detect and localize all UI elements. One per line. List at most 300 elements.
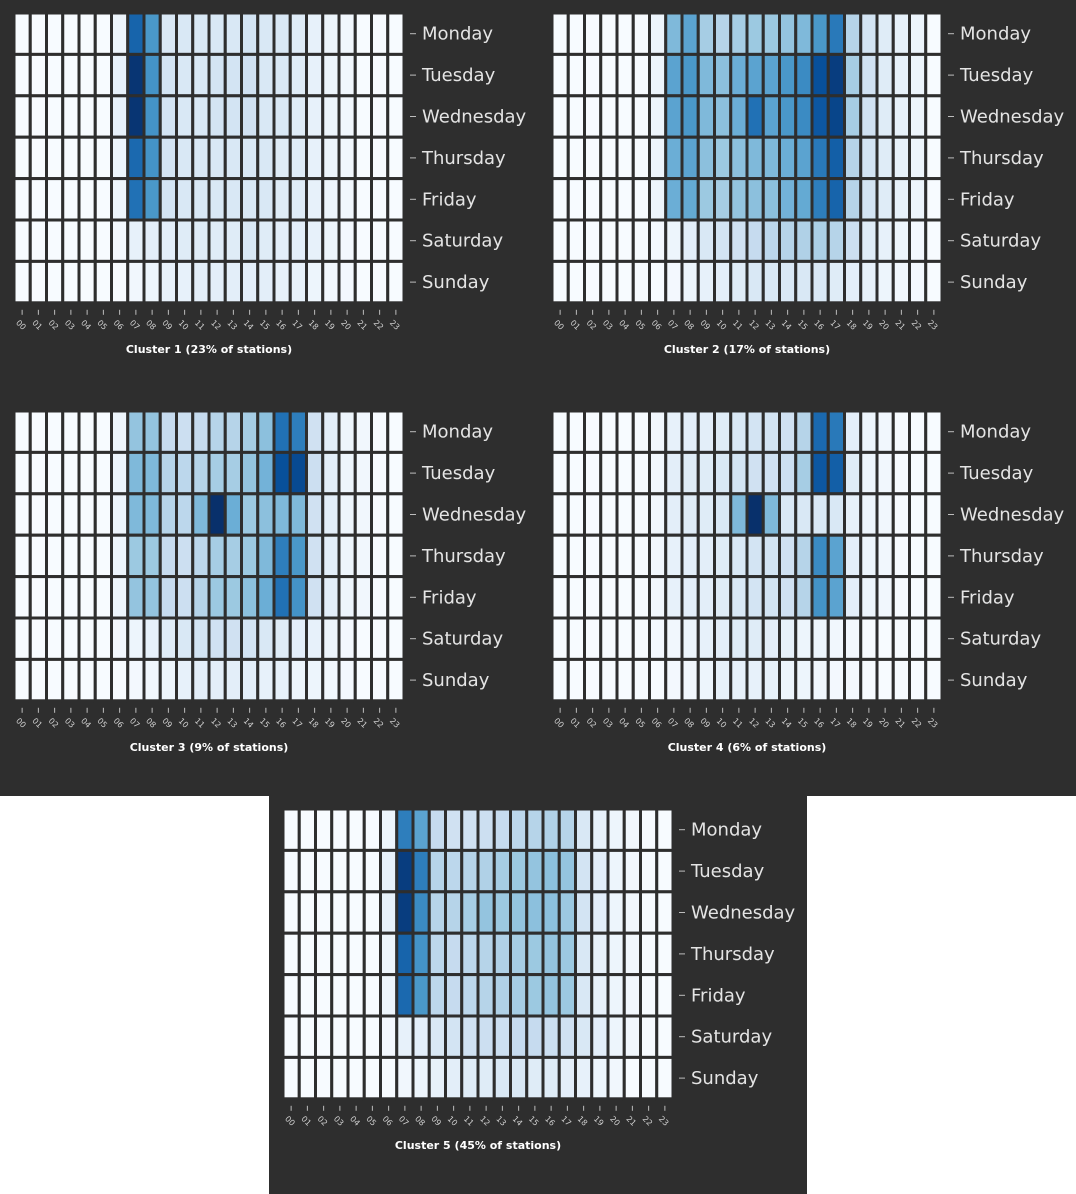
heatmap-cell <box>160 137 176 178</box>
hour-label: 10 <box>445 1114 460 1128</box>
hour-label: 17 <box>290 716 304 730</box>
hour-label: 23 <box>925 716 940 730</box>
heatmap-cell <box>462 850 478 891</box>
heatmap-cell <box>910 411 926 452</box>
heatmap-cell <box>650 577 666 618</box>
heatmap-cell <box>812 261 828 302</box>
heatmap-cell <box>128 54 144 95</box>
heatmap-cell <box>731 54 747 95</box>
heatmap-cell <box>780 618 796 659</box>
heatmap-cell <box>731 220 747 261</box>
heatmap-cell <box>845 659 861 700</box>
heatmap-cell <box>112 659 128 700</box>
heatmap-cell <box>14 54 30 95</box>
heatmap-cell <box>63 618 79 659</box>
heatmap-cell <box>274 411 290 452</box>
heatmap-cell <box>698 411 714 452</box>
heatmap-cell <box>682 618 698 659</box>
heatmap-cell <box>397 975 413 1016</box>
heatmap-cell <box>63 494 79 535</box>
heatmap-cell <box>274 179 290 220</box>
heatmap-cell <box>290 54 306 95</box>
heatmap-cell <box>355 261 371 302</box>
heatmap-cell <box>780 137 796 178</box>
heatmap-cell <box>258 411 274 452</box>
heatmap-cell <box>225 261 241 302</box>
heatmap-cell <box>608 850 624 891</box>
chart-title: Cluster 1 (23% of stations) <box>125 342 293 356</box>
hour-label: 08 <box>682 716 696 730</box>
heatmap-cell <box>79 54 95 95</box>
heatmap-cell <box>95 137 111 178</box>
heatmap-cell <box>576 1057 592 1098</box>
heatmap-cell <box>209 96 225 137</box>
heatmap-cell <box>527 1057 543 1098</box>
heatmap-cell <box>355 411 371 452</box>
hour-label: 09 <box>698 318 712 332</box>
day-label: Tuesday <box>422 463 496 485</box>
heatmap-cell <box>682 54 698 95</box>
heatmap-cell <box>95 13 111 54</box>
heatmap-cell <box>429 809 445 850</box>
heatmap-cell <box>747 494 763 535</box>
heatmap-cell <box>63 220 79 261</box>
heatmap-cell <box>861 261 877 302</box>
heatmap-cell <box>926 577 942 618</box>
heatmap-cell <box>552 13 568 54</box>
heatmap-cell <box>446 933 462 974</box>
cluster-3-heatmap <box>0 398 538 796</box>
heatmap-cell <box>877 261 893 302</box>
heatmap-cell <box>307 96 323 137</box>
chart-title: Cluster 2 (17% of stations) <box>663 342 831 356</box>
heatmap-cell <box>715 535 731 576</box>
heatmap-cell <box>30 179 46 220</box>
heatmap-cell <box>355 220 371 261</box>
heatmap-cell <box>812 577 828 618</box>
heatmap-cell <box>144 13 160 54</box>
heatmap-cell <box>666 261 682 302</box>
heatmap-cell <box>144 179 160 220</box>
hour-label: 15 <box>526 1114 541 1128</box>
heatmap-cell <box>30 494 46 535</box>
heatmap-cell <box>617 535 633 576</box>
heatmap-cell <box>608 933 624 974</box>
hour-label: 17 <box>828 318 842 332</box>
heatmap-cell <box>355 535 371 576</box>
heatmap-cell <box>160 179 176 220</box>
hour-label: 16 <box>274 318 288 332</box>
heatmap-cell <box>429 975 445 1016</box>
heatmap-cell <box>193 137 209 178</box>
heatmap-cell <box>242 618 258 659</box>
heatmap-cell <box>877 535 893 576</box>
heatmap-cell <box>79 96 95 137</box>
heatmap-cell <box>290 618 306 659</box>
heatmap-cell <box>299 892 315 933</box>
hour-label: 09 <box>698 716 712 730</box>
heatmap-cell <box>763 659 779 700</box>
heatmap-cell <box>225 494 241 535</box>
heatmap-cell <box>592 850 608 891</box>
heatmap-cell <box>641 933 657 974</box>
heatmap-cell <box>893 179 909 220</box>
heatmap-cell <box>47 452 63 493</box>
heatmap-cell <box>339 411 355 452</box>
heatmap-cell <box>747 13 763 54</box>
heatmap-cell <box>209 220 225 261</box>
heatmap-cell <box>225 659 241 700</box>
heatmap-cell <box>47 494 63 535</box>
heatmap-cell <box>348 892 364 933</box>
heatmap-cell <box>177 220 193 261</box>
heatmap-cell <box>828 13 844 54</box>
heatmap-cell <box>112 411 128 452</box>
hour-label: 07 <box>665 716 680 730</box>
heatmap-cell <box>112 13 128 54</box>
heatmap-cell <box>812 220 828 261</box>
heatmap-cell <box>608 809 624 850</box>
heatmap-cell <box>763 137 779 178</box>
heatmap-cell <box>877 96 893 137</box>
heatmap-cell <box>47 618 63 659</box>
hour-label: 02 <box>584 716 599 730</box>
heatmap-cell <box>585 261 601 302</box>
heatmap-cell <box>307 137 323 178</box>
hour-label: 05 <box>95 318 109 332</box>
heatmap-cell <box>160 452 176 493</box>
heatmap-cell <box>812 96 828 137</box>
heatmap-cell <box>14 577 30 618</box>
heatmap-cell <box>666 494 682 535</box>
heatmap-cell <box>763 261 779 302</box>
heatmap-cell <box>478 892 494 933</box>
heatmap-cell <box>258 261 274 302</box>
heatmap-cell <box>95 54 111 95</box>
heatmap-cell <box>568 261 584 302</box>
heatmap-cell <box>747 137 763 178</box>
heatmap-cell <box>446 1057 462 1098</box>
heatmap-cell <box>258 659 274 700</box>
heatmap-cell <box>177 261 193 302</box>
heatmap-cell <box>601 577 617 618</box>
hour-label: 06 <box>111 716 126 730</box>
day-label: Thursday <box>422 147 506 169</box>
heatmap-cell <box>177 452 193 493</box>
heatmap-cell <box>388 54 404 95</box>
heatmap-cell <box>372 137 388 178</box>
heatmap-cell <box>715 577 731 618</box>
heatmap-cell <box>698 535 714 576</box>
heatmap-cell <box>796 659 812 700</box>
hour-label: 18 <box>844 318 859 332</box>
heatmap-cell <box>323 261 339 302</box>
hour-label: 16 <box>274 716 288 730</box>
heatmap-cell <box>650 137 666 178</box>
hour-label: 15 <box>795 318 810 332</box>
heatmap-cell <box>160 618 176 659</box>
heatmap-cell <box>552 494 568 535</box>
heatmap-cell <box>715 96 731 137</box>
heatmap-cell <box>592 1016 608 1057</box>
heatmap-cell <box>650 452 666 493</box>
hour-label: 00 <box>14 318 28 332</box>
heatmap-cell <box>193 13 209 54</box>
heatmap-cell <box>388 535 404 576</box>
heatmap-cell <box>307 618 323 659</box>
heatmap-cell <box>893 411 909 452</box>
heatmap-cell <box>877 618 893 659</box>
heatmap-cell <box>112 261 128 302</box>
heatmap-cell <box>225 220 241 261</box>
day-label: Tuesday <box>691 861 765 883</box>
heatmap-cell <box>910 618 926 659</box>
heatmap-cell <box>339 494 355 535</box>
heatmap-cell <box>316 933 332 974</box>
heatmap-cell <box>429 850 445 891</box>
heatmap-cell <box>388 220 404 261</box>
heatmap-cell <box>283 1016 299 1057</box>
day-label: Wednesday <box>960 504 1065 526</box>
heatmap-cell <box>242 13 258 54</box>
heatmap-cell <box>559 933 575 974</box>
hour-label: 12 <box>478 1114 492 1128</box>
heatmap-cell <box>30 452 46 493</box>
heatmap-cell <box>585 13 601 54</box>
heatmap-cell <box>812 452 828 493</box>
heatmap-cell <box>812 411 828 452</box>
cluster-5-panel <box>269 796 807 1194</box>
heatmap-cell <box>796 13 812 54</box>
heatmap-cell <box>715 261 731 302</box>
heatmap-cell <box>209 659 225 700</box>
heatmap-cell <box>893 13 909 54</box>
heatmap-cell <box>715 13 731 54</box>
heatmap-cell <box>576 975 592 1016</box>
heatmap-cell <box>177 411 193 452</box>
heatmap-cell <box>559 850 575 891</box>
cluster-5-heatmap <box>269 796 807 1194</box>
hour-label: 01 <box>30 318 44 332</box>
heatmap-cell <box>861 659 877 700</box>
heatmap-cell <box>698 261 714 302</box>
heatmap-cell <box>845 618 861 659</box>
heatmap-cell <box>666 411 682 452</box>
heatmap-cell <box>715 618 731 659</box>
heatmap-cell <box>307 54 323 95</box>
heatmap-cell <box>316 975 332 1016</box>
heatmap-cell <box>747 179 763 220</box>
heatmap-cell <box>511 1016 527 1057</box>
heatmap-cell <box>79 452 95 493</box>
day-label: Saturday <box>422 230 504 252</box>
heatmap-cell <box>209 411 225 452</box>
hour-label: 05 <box>633 318 647 332</box>
heatmap-cell <box>780 577 796 618</box>
heatmap-cell <box>494 1057 510 1098</box>
heatmap-cell <box>494 892 510 933</box>
heatmap-cell <box>926 179 942 220</box>
heatmap-cell <box>372 13 388 54</box>
heatmap-cell <box>559 1057 575 1098</box>
heatmap-cell <box>893 261 909 302</box>
heatmap-cell <box>601 535 617 576</box>
heatmap-cell <box>624 1016 640 1057</box>
heatmap-cell <box>372 494 388 535</box>
heatmap-cell <box>242 577 258 618</box>
hour-label: 22 <box>909 318 924 332</box>
heatmap-cell <box>910 179 926 220</box>
heatmap-cell <box>355 494 371 535</box>
heatmap-cell <box>47 261 63 302</box>
heatmap-cell <box>585 494 601 535</box>
heatmap-cell <box>332 892 348 933</box>
hour-label: 13 <box>225 318 239 332</box>
heatmap-cell <box>79 220 95 261</box>
heatmap-cell <box>299 933 315 974</box>
heatmap-cell <box>763 411 779 452</box>
heatmap-cell <box>355 54 371 95</box>
heatmap-cell <box>910 13 926 54</box>
heatmap-cell <box>861 179 877 220</box>
heatmap-cell <box>242 535 258 576</box>
heatmap-cell <box>666 54 682 95</box>
heatmap-cell <box>592 1057 608 1098</box>
heatmap-cell <box>511 892 527 933</box>
heatmap-cell <box>225 137 241 178</box>
heatmap-cell <box>339 452 355 493</box>
hour-label: 14 <box>510 1114 525 1128</box>
hour-label: 04 <box>348 1114 362 1128</box>
heatmap-cell <box>682 577 698 618</box>
heatmap-cell <box>633 411 649 452</box>
heatmap-cell <box>193 535 209 576</box>
heatmap-cell <box>95 220 111 261</box>
heatmap-cell <box>608 892 624 933</box>
heatmap-cell <box>552 220 568 261</box>
heatmap-cell <box>780 179 796 220</box>
heatmap-cell <box>828 411 844 452</box>
heatmap-cell <box>225 179 241 220</box>
heatmap-cell <box>225 577 241 618</box>
heatmap-cell <box>332 933 348 974</box>
heatmap-cell <box>388 618 404 659</box>
heatmap-cell <box>552 179 568 220</box>
heatmap-cell <box>307 13 323 54</box>
heatmap-cell <box>128 220 144 261</box>
heatmap-cell <box>494 975 510 1016</box>
heatmap-cell <box>812 137 828 178</box>
heatmap-cell <box>388 179 404 220</box>
heatmap-cell <box>283 850 299 891</box>
heatmap-cell <box>715 411 731 452</box>
day-label: Sunday <box>960 272 1028 294</box>
heatmap-cell <box>339 659 355 700</box>
heatmap-cell <box>242 452 258 493</box>
heatmap-cell <box>763 577 779 618</box>
hour-label: 01 <box>568 318 582 332</box>
heatmap-cell <box>568 96 584 137</box>
heatmap-cell <box>747 452 763 493</box>
heatmap-cell <box>926 411 942 452</box>
hour-label: 06 <box>649 716 664 730</box>
heatmap-cell <box>828 577 844 618</box>
heatmap-cell <box>258 220 274 261</box>
heatmap-cell <box>47 54 63 95</box>
heatmap-cell <box>307 179 323 220</box>
heatmap-cell <box>617 54 633 95</box>
heatmap-cell <box>828 261 844 302</box>
heatmap-cell <box>617 411 633 452</box>
hour-label: 14 <box>241 716 256 730</box>
heatmap-cell <box>698 577 714 618</box>
heatmap-cell <box>274 54 290 95</box>
day-label: Wednesday <box>422 106 527 128</box>
heatmap-cell <box>511 850 527 891</box>
heatmap-cell <box>698 137 714 178</box>
heatmap-cell <box>429 933 445 974</box>
heatmap-cell <box>95 261 111 302</box>
heatmap-cell <box>381 1016 397 1057</box>
heatmap-cell <box>290 96 306 137</box>
heatmap-cell <box>576 850 592 891</box>
hour-label: 19 <box>860 318 875 332</box>
heatmap-cell <box>650 411 666 452</box>
heatmap-cell <box>388 659 404 700</box>
heatmap-cell <box>731 411 747 452</box>
heatmap-cell <box>926 452 942 493</box>
heatmap-cell <box>877 452 893 493</box>
heatmap-cell <box>30 54 46 95</box>
heatmap-cell <box>763 220 779 261</box>
heatmap-cell <box>372 659 388 700</box>
heatmap-cell <box>796 179 812 220</box>
hour-label: 21 <box>893 716 907 730</box>
heatmap-cell <box>372 96 388 137</box>
heatmap-cell <box>225 411 241 452</box>
heatmap-cell <box>316 850 332 891</box>
hour-label: 22 <box>909 716 924 730</box>
hour-label: 19 <box>591 1114 606 1128</box>
heatmap-cell <box>666 618 682 659</box>
heatmap-cell <box>274 452 290 493</box>
heatmap-cell <box>633 261 649 302</box>
heatmap-cell <box>527 809 543 850</box>
heatmap-cell <box>576 933 592 974</box>
day-label: Monday <box>960 421 1032 443</box>
heatmap-cell <box>258 137 274 178</box>
heatmap-cell <box>177 494 193 535</box>
heatmap-cell <box>290 137 306 178</box>
heatmap-cell <box>381 850 397 891</box>
heatmap-cell <box>355 659 371 700</box>
heatmap-cell <box>682 494 698 535</box>
heatmap-cell <box>796 137 812 178</box>
heatmap-cell <box>413 809 429 850</box>
heatmap-cell <box>624 975 640 1016</box>
heatmap-cell <box>290 179 306 220</box>
heatmap-cell <box>95 494 111 535</box>
heatmap-cell <box>274 137 290 178</box>
heatmap-cell <box>446 975 462 1016</box>
heatmap-cell <box>160 577 176 618</box>
heatmap-cell <box>332 975 348 1016</box>
heatmap-cell <box>14 179 30 220</box>
heatmap-cell <box>893 659 909 700</box>
heatmap-cell <box>364 1016 380 1057</box>
heatmap-cell <box>877 220 893 261</box>
heatmap-cell <box>796 494 812 535</box>
